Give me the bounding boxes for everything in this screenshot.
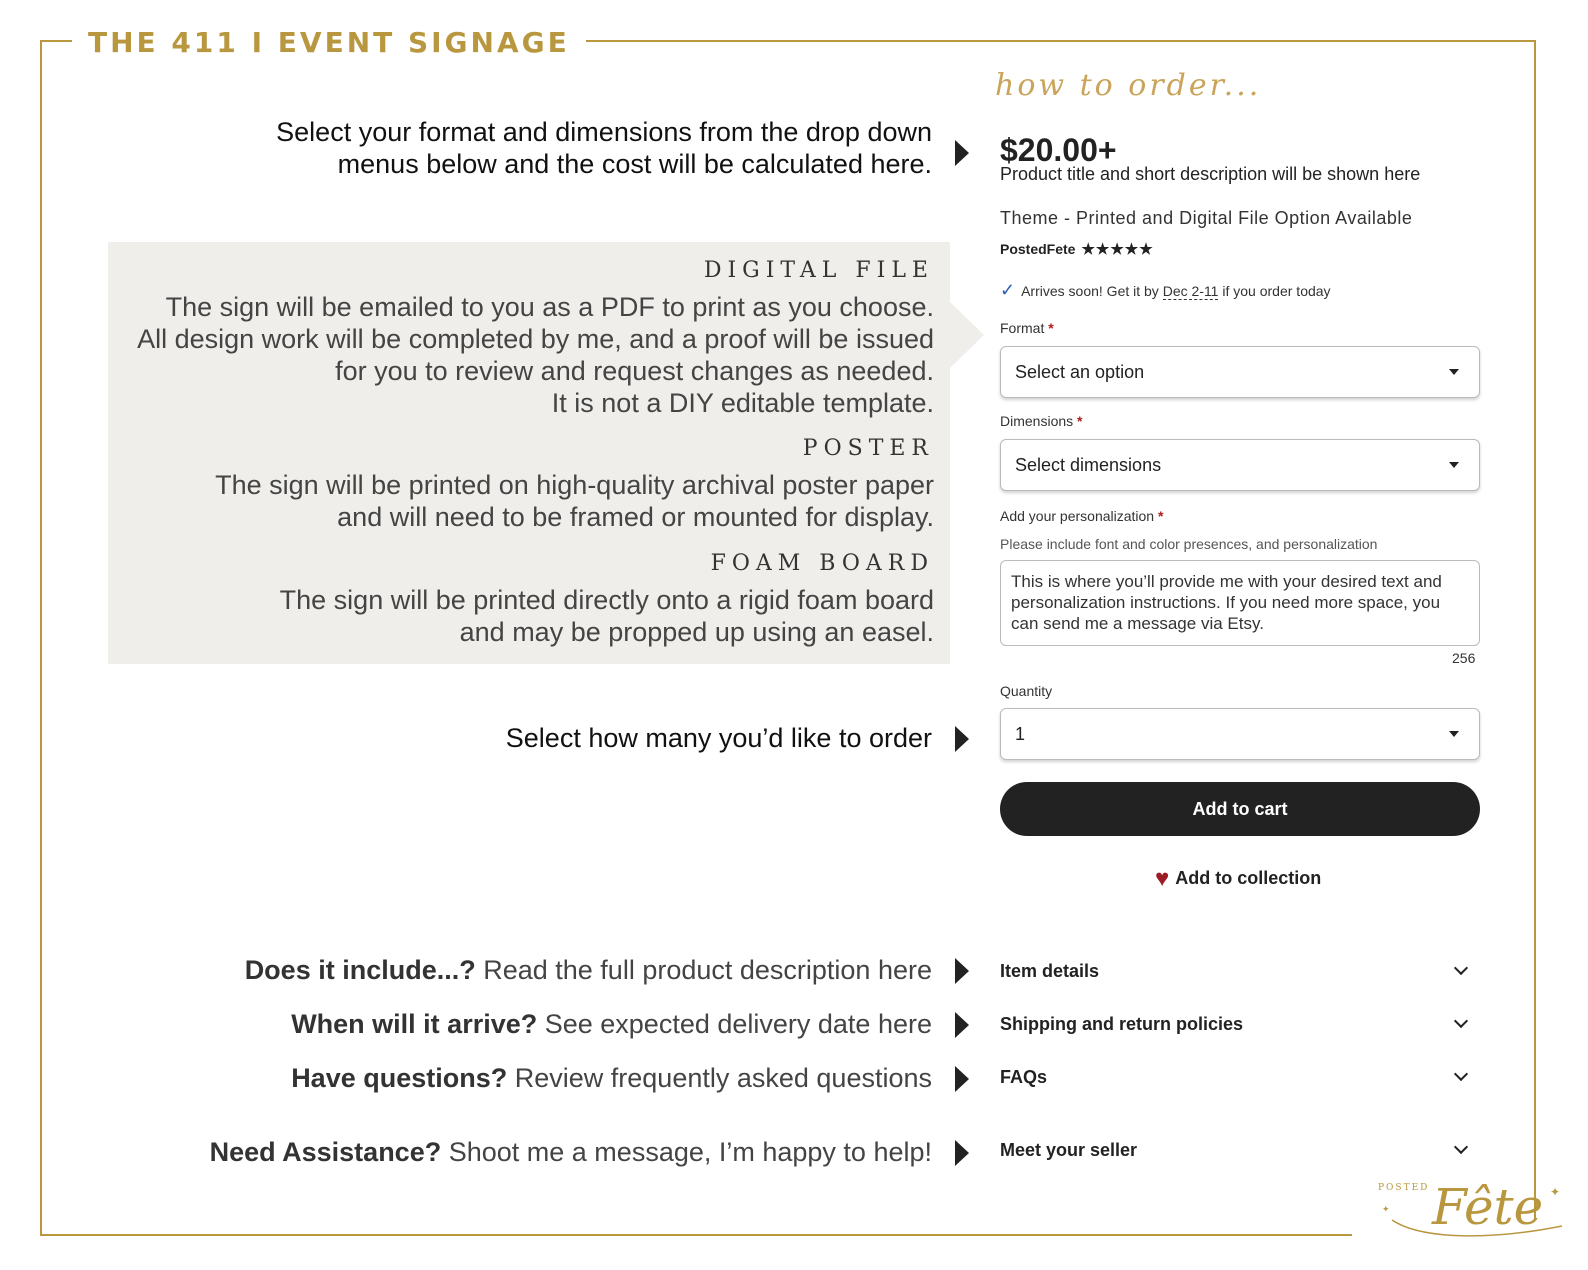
heart-icon: ♥: [1155, 865, 1170, 892]
instruction-questions-text: Review frequently asked questions: [507, 1063, 932, 1093]
foam-board-info: [280, 551, 934, 648]
accordion-seller[interactable]: [1000, 1140, 1480, 1161]
instruction-quantity: Select how many you’d like to order: [505, 723, 932, 753]
accordion-label: Meet your seller: [1000, 1140, 1138, 1160]
instruction-arrive-bold: When will it arrive?: [291, 1009, 538, 1039]
instruction-include-text: Read the full product description here: [475, 955, 932, 985]
accordion-label: Item details: [1000, 961, 1100, 981]
format-label: [1000, 320, 1054, 336]
poster-info: [215, 436, 934, 533]
digital-line: All design work will be completed by me, and a proof will be issued: [137, 324, 934, 354]
character-counter: 256: [1452, 650, 1476, 666]
instruction-include: [245, 954, 932, 986]
page-title: THE 411 I EVENT SIGNAGE: [72, 26, 586, 59]
instruction-price-line1: Select your format and dimensions from the drop down: [276, 117, 932, 147]
required-mark: *: [1077, 413, 1083, 429]
digital-line: for you to review and request changes as needed.: [335, 356, 934, 386]
arrow-right-icon: [955, 1140, 969, 1166]
sparkle-icon: ✦: [1382, 1204, 1390, 1214]
personalization-help: Please include font and color presences, and personalization: [1000, 536, 1378, 552]
format-label-text: Format: [1000, 320, 1045, 336]
instruction-questions: [291, 1062, 932, 1094]
digital-file-heading: DIGITAL FILE: [703, 258, 934, 283]
accordion-shipping[interactable]: [1000, 1014, 1480, 1035]
foam-line: and may be propped up using an easel.: [459, 617, 934, 647]
chevron-down-icon: [1454, 1014, 1468, 1028]
arrow-right-icon: [955, 140, 969, 166]
product-price: $20.00+: [1000, 132, 1117, 168]
product-theme: Theme - Printed and Digital File Option Available: [1000, 208, 1413, 228]
poster-line: and will need to be framed or mounted for display.: [337, 502, 934, 532]
logo-script-text: Fête: [1432, 1178, 1544, 1236]
dimensions-select[interactable]: [1000, 439, 1480, 491]
caret-down-icon: [1449, 462, 1459, 468]
instruction-assist: [210, 1136, 932, 1168]
how-to-order-heading: how to order...: [995, 68, 1262, 103]
arrives-pre: Arrives soon! Get it by: [1021, 283, 1163, 299]
accordion-label: Shipping and return policies: [1000, 1014, 1244, 1034]
accordion-label: FAQs: [1000, 1067, 1048, 1087]
instruction-arrive: [291, 1008, 932, 1040]
quantity-select[interactable]: [1000, 708, 1480, 760]
posted-fete-logo: [1372, 1160, 1572, 1250]
instruction-arrive-text: See expected delivery date here: [537, 1009, 932, 1039]
foam-board-heading: FOAM BOARD: [710, 551, 934, 576]
personalization-label-text: Add your personalization: [1000, 508, 1155, 524]
dimensions-label: [1000, 413, 1082, 429]
required-mark: *: [1048, 320, 1054, 336]
logo-small-text: POSTED: [1378, 1183, 1430, 1193]
add-to-collection-label: Add to collection: [1175, 868, 1322, 888]
add-to-cart-button[interactable]: Add to cart: [1000, 782, 1480, 836]
dimensions-label-text: Dimensions: [1000, 413, 1074, 429]
rating-stars-icon[interactable]: ★★★★★: [1081, 241, 1154, 258]
arrow-right-icon: [955, 726, 969, 752]
poster-line: The sign will be printed on high-quality archival poster paper: [215, 470, 934, 500]
chevron-down-icon: [1454, 961, 1468, 975]
chevron-down-icon: [1454, 1067, 1468, 1081]
arrow-right-icon: [955, 1012, 969, 1038]
dimensions-select-value: Select dimensions: [1015, 455, 1162, 475]
product-title: Product title and short description will be shown here: [1000, 164, 1421, 184]
arrow-right-icon: [955, 958, 969, 984]
caret-down-icon: [1449, 731, 1459, 737]
personalization-textarea[interactable]: This is where you’ll provide me with your desired text and personalization instructions. If you need more space, you can send me a message via Etsy.: [1000, 560, 1480, 646]
digital-line: It is not a DIY editable template.: [551, 388, 934, 418]
arrives-post: if you order today: [1218, 283, 1331, 299]
instruction-questions-bold: Have questions?: [291, 1063, 508, 1093]
shop-row: [1000, 240, 1154, 258]
format-select-value: Select an option: [1015, 362, 1145, 382]
accordion-item-details[interactable]: [1000, 961, 1480, 982]
required-mark: *: [1158, 508, 1164, 524]
instruction-assist-bold: Need Assistance?: [209, 1137, 442, 1167]
poster-heading: POSTER: [802, 436, 934, 461]
chevron-down-icon: [1454, 1140, 1468, 1154]
instruction-price-line2: menus below and the cost will be calculated here.: [337, 149, 932, 179]
instruction-assist-text: Shoot me a message, I’m happy to help!: [441, 1137, 932, 1167]
arrives-date[interactable]: Dec 2-11: [1162, 283, 1219, 299]
quantity-label: Quantity: [1000, 683, 1053, 699]
foam-line: The sign will be printed directly onto a rigid foam board: [279, 585, 934, 615]
shop-name[interactable]: PostedFete: [1000, 241, 1076, 257]
add-to-collection-button[interactable]: [1155, 865, 1321, 893]
personalization-label: [1000, 508, 1163, 524]
digital-file-info: [137, 258, 934, 419]
arrow-right-icon: [955, 1066, 969, 1092]
format-select[interactable]: [1000, 346, 1480, 398]
digital-line: The sign will be emailed to you as a PDF to print as you choose.: [165, 292, 934, 322]
accordion-faqs[interactable]: [1000, 1067, 1480, 1088]
panel-pointer: [950, 302, 984, 368]
instruction-include-bold: Does it include...?: [244, 955, 476, 985]
caret-down-icon: [1449, 369, 1459, 375]
check-icon: ✓: [1000, 280, 1016, 300]
sparkle-icon: ✦: [1550, 1185, 1561, 1199]
delivery-estimate: [1000, 280, 1331, 301]
quantity-select-value: 1: [1015, 724, 1026, 744]
instruction-price: [276, 116, 932, 180]
